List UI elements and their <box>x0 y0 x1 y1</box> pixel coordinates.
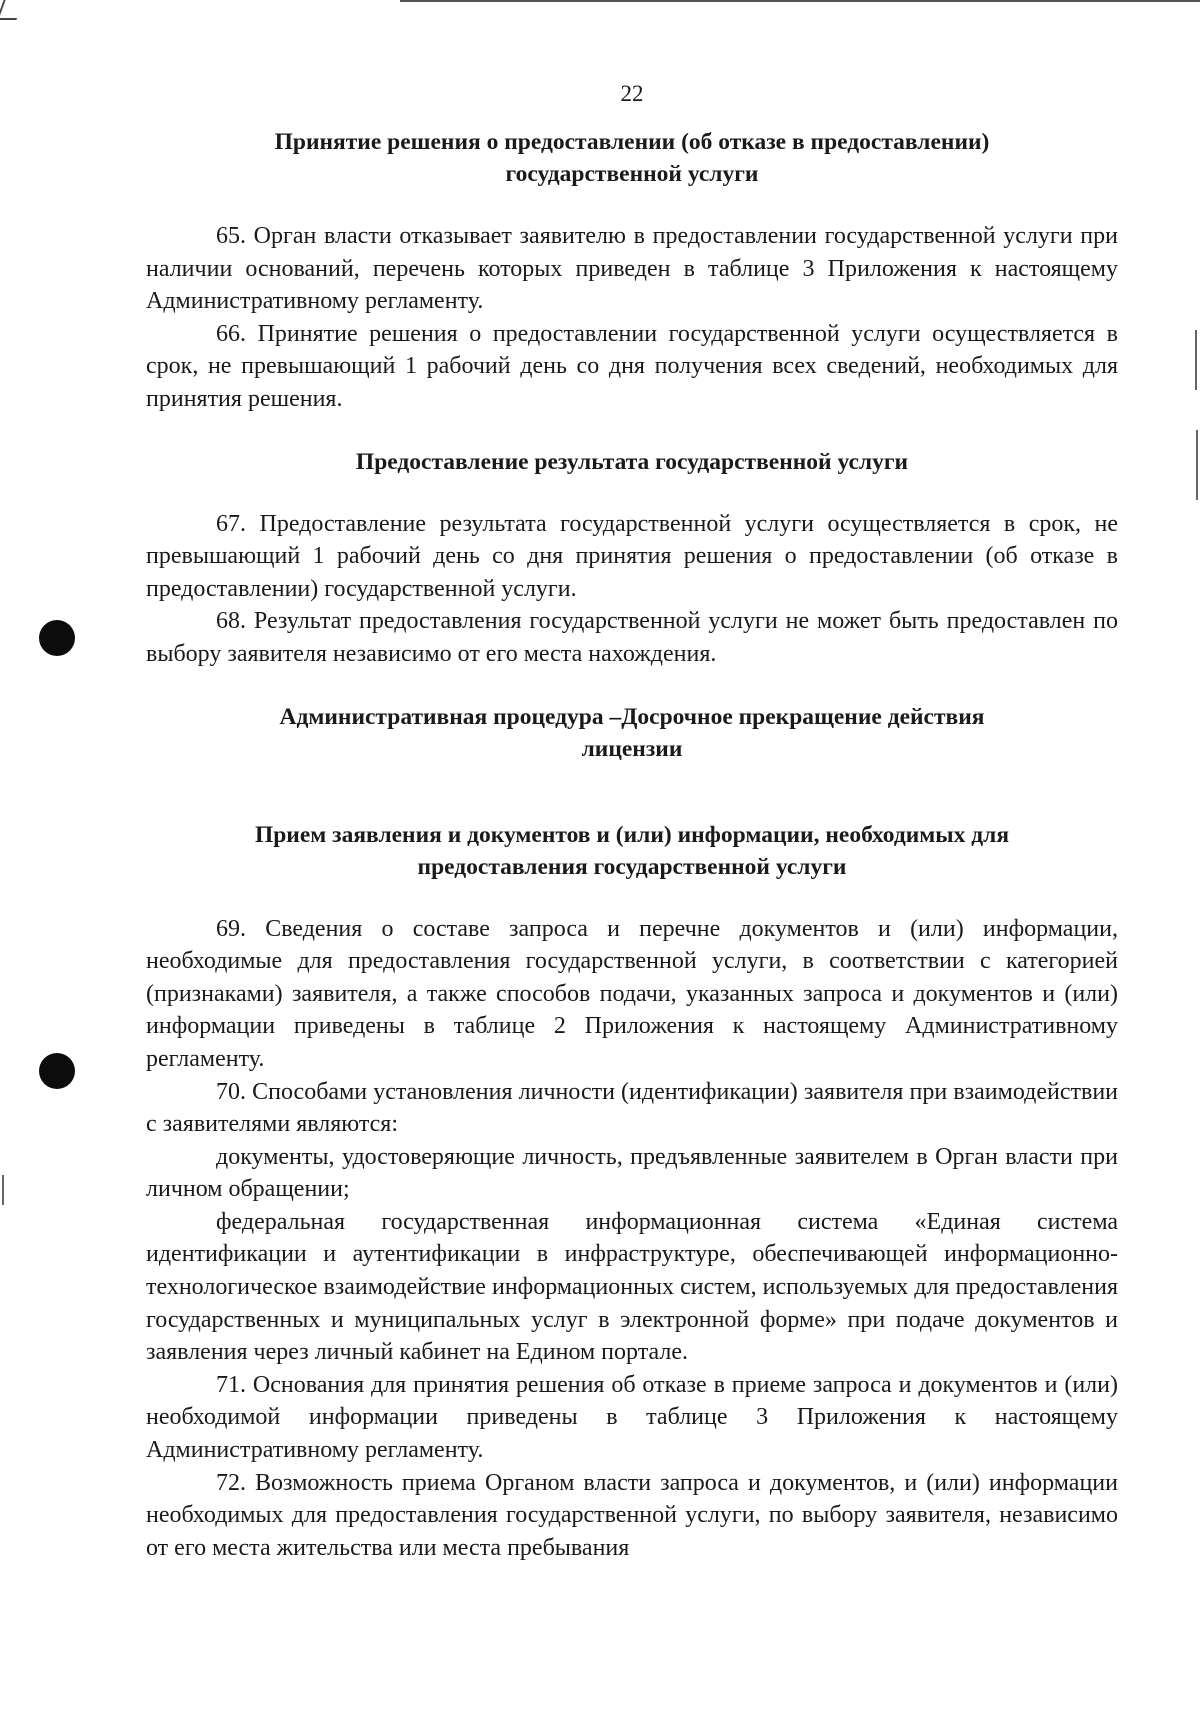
scan-top-rule <box>400 0 1200 2</box>
heading-line: Принятие решения о предоставлении (об отказе в предоставлении) <box>274 129 990 155</box>
paragraph-68: 68. Результат предоставления государственной услуги не может быть предоставлен по выбору заявителя независимо от его места нахождения. <box>146 608 1118 667</box>
section-heading-procedure <box>146 701 1118 765</box>
heading-line: государственной услуги <box>505 161 759 187</box>
paragraph-70: 70. Способами установления личности (идентификации) заявителя при взаимодействии с заявителями являются: <box>146 1078 1118 1138</box>
paragraph-70-item-2: федеральная государственная информационная система «Единая система идентификации и аутентификации в инфраструктуре, обеспечивающей информационно-технологическое взаимодействие информационных систем, используемых для предоставления государственных и муниципальных услуг в электронной форме» при подаче документов и заявления через личный кабинет на Едином портале. <box>146 1208 1118 1366</box>
scan-edge-mark <box>1196 430 1198 500</box>
punch-hole-lower <box>39 1053 75 1089</box>
heading-line: Прием заявления и документов и (или) информации, необходимых для <box>254 821 1010 848</box>
paragraph-65: 65. Орган власти отказывает заявителю в предоставлении государственной услуги при наличии оснований, перечень которых приведен в таблице 3 Приложения к настоящему Административному регламенту. <box>146 223 1118 315</box>
document-page <box>146 78 1118 1564</box>
section-procedure <box>146 701 1118 765</box>
section-heading-decision <box>146 126 1118 190</box>
paragraph-69: 69. Сведения о составе запроса и перечне документов и (или) информации, необходимые для предоставления государственной услуги, в соответствии с категорией (признаками) заявителя, а также способов подачи, указанных запроса и документов и (или) информации приведены в таблице 2 Приложения к настоящему Административному регламенту. <box>146 915 1118 1072</box>
section-reception <box>146 819 1118 1565</box>
section-decision <box>146 126 1118 416</box>
paragraph-71: 71. Основания для принятия решения об отказе в приеме запроса и документов и (или) необходимой информации приведены в таблице 3 Приложения к настоящему Административному регламенту. <box>146 1371 1118 1464</box>
section-heading-reception <box>146 819 1118 883</box>
paragraph-67: 67. Предоставление результата государственной услуги осуществляется в срок, не превышающий 1 рабочий день со дня принятия решения о предоставлении (об отказе в предоставлении) государственной услуги. <box>146 510 1118 602</box>
page-number: 22 <box>620 81 644 106</box>
scan-edge-mark <box>1195 330 1197 390</box>
section-result <box>146 446 1118 671</box>
paragraph-66: 66. Принятие решения о предоставлении государственной услуги осуществляется в срок, не превышающий 1 рабочий день со дня получения всех сведений, необходимых для принятия решения. <box>146 320 1118 412</box>
paragraph-72: 72. Возможность приема Органом власти запроса и документов, и (или) информации необходимых для предоставления государственной услуги, по выбору заявителя, независимо от его места жительства или места пребывания <box>146 1469 1118 1561</box>
paragraph-70-item-1: документы, удостоверяющие личность, предъявленные заявителем в Орган власти при личном обращении; <box>146 1143 1118 1203</box>
section-heading-result: Предоставление результата государственной услуги <box>355 448 909 475</box>
punch-hole-upper <box>39 620 75 656</box>
heading-line: лицензии <box>581 735 683 762</box>
heading-line: предоставления государственной услуги <box>417 853 847 880</box>
scan-edge-mark <box>2 1175 4 1205</box>
scan-corner-mark <box>0 0 24 20</box>
heading-line: Административная процедура –Досрочное прекращение действия <box>279 703 985 730</box>
